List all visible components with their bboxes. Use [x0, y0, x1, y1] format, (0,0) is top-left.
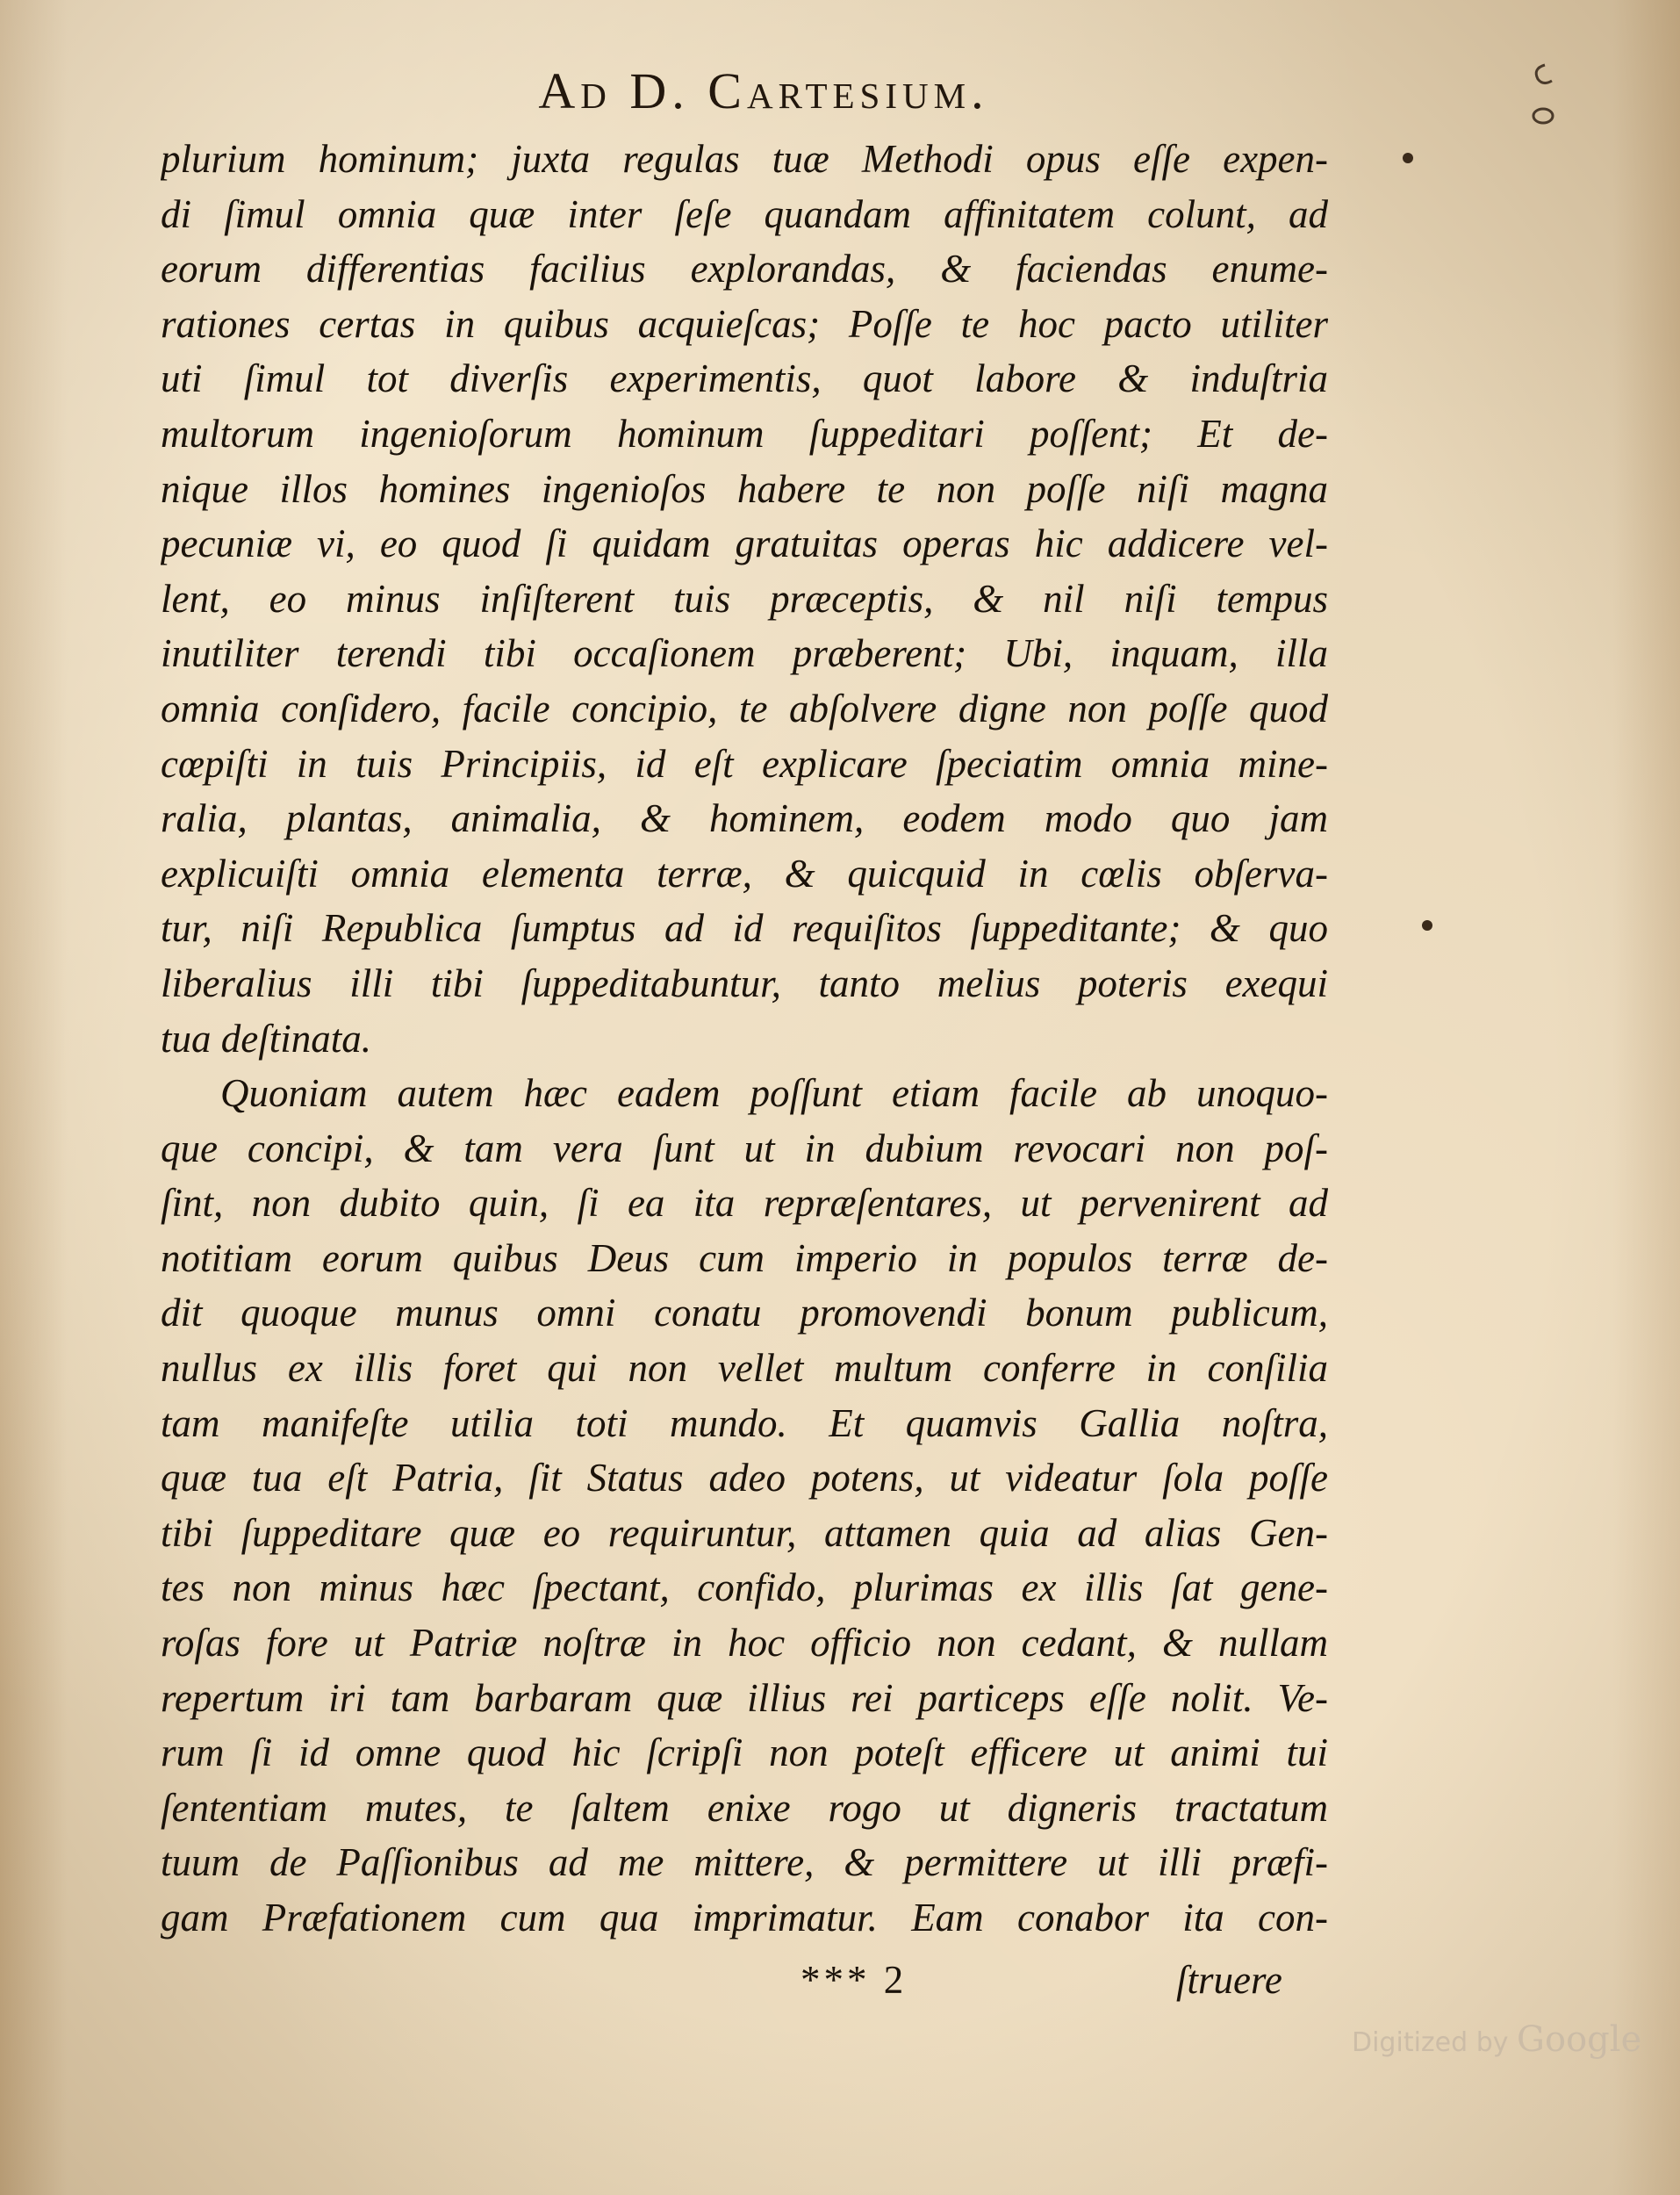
text-line: nullus ex illis foret qui non vellet multum conferre in conſilia	[161, 1346, 1328, 1391]
text-line: explicuiſti omnia elementa terræ, & quicquid in cœlis obſerva-	[161, 851, 1328, 896]
paragraph-end-line: tua deſtinata.	[161, 1016, 371, 1061]
text-line: tuum de Paſſionibus ad me mittere, & permittere ut illi præfi-	[161, 1840, 1328, 1885]
catchword: ſtruere	[1176, 1958, 1282, 2002]
running-head: Ad D. Cartesium.	[538, 62, 989, 119]
text-line: ſint, non dubito quin, ſi ea ita repræſentares, ut pervenirent ad	[161, 1181, 1328, 1226]
body-text	[161, 132, 1328, 1946]
text-line: eorum differentias facilius explorandas, & faciendas enume-	[161, 247, 1328, 291]
text-line: inutiliter terendi tibi occaſionem præberent; Ubi, inquam, illa	[161, 631, 1328, 676]
text-line: cœpiſti in tuis Principiis, id eſt explicare ſpeciatim omnia mine-	[161, 741, 1328, 786]
text-line: tibi ſuppeditare quæ eo requiruntur, attamen quia ad alias Gen-	[161, 1510, 1328, 1555]
text-line: ralia, plantas, animalia, & hominem, eodem modo quo jam	[161, 796, 1328, 841]
text-line: tam manifeſte utilia toti mundo. Et quamvis Gallia noſtra,	[161, 1400, 1328, 1445]
text-line: rum ſi id omne quod hic ſcripſi non poteſt efficere ut animi tui	[161, 1731, 1328, 1775]
signature-mark: *** 2	[801, 1958, 908, 2002]
text-line: quæ tua eſt Patria, ſit Status adeo potens, ut videatur ſola poſſe	[161, 1456, 1328, 1501]
text-line: liberalius illi tibi ſuppeditabuntur, tanto melius poteris exequi	[161, 961, 1328, 1005]
text-line: ſententiam mutes, te ſaltem enixe rogo ut digneris tractatum	[161, 1785, 1328, 1830]
watermark-brand: Google	[1517, 2019, 1642, 2060]
text-line: que concipi, & tam vera ſunt ut in dubium revocari non poſ-	[161, 1126, 1328, 1170]
paragraph-start-line: Quoniam autem hæc eadem poſſunt etiam facile ab unoquo-	[220, 1071, 1328, 1116]
text-line: lent, eo minus inſiſterent tuis præceptis, & nil niſi tempus	[161, 576, 1328, 621]
text-line: di ſimul omnia quæ inter ſeſe quandam affinitatem colunt, ad	[161, 191, 1328, 236]
text-line: omnia conſidero, facile concipio, te abſolvere digne non poſſe quod	[161, 686, 1328, 730]
text-line: nique illos homines ingenioſos habere te non poſſe niſi magna	[161, 466, 1328, 511]
text-line: gam Præfationem cum qua imprimatur. Eam conabor ita con-	[161, 1896, 1328, 1940]
text-line: dit quoque munus omni conatu promovendi bonum publicum,	[161, 1291, 1328, 1335]
text-line: uti ſimul tot diverſis experimentis, quot labore & induſtria	[161, 356, 1328, 401]
text-line: pecuniæ vi, eo quod ſi quidam gratuitas operas hic addicere vel-	[161, 522, 1328, 566]
margin-annotation-mark	[1526, 56, 1561, 135]
text-line: notitiam eorum quibus Deus cum imperio in populos terræ de-	[161, 1235, 1328, 1280]
text-line: tur, niſi Republica ſumptus ad id requiſitos ſuppeditante; & quo	[161, 906, 1328, 951]
text-line: tes non minus hæc ſpectant, confido, plurimas ex illis ſat gene-	[161, 1565, 1328, 1610]
text-line: roſas fore ut Patriæ noſtræ in hoc officio non cedant, & nullam	[161, 1621, 1328, 1666]
text-line: repertum iri tam barbaram quæ illius rei particeps eſſe nolit. Ve-	[161, 1675, 1328, 1720]
watermark-prefix: Digitized by	[1352, 2027, 1509, 2058]
text-line: multorum ingenioſorum hominum ſuppeditari poſſent; Et de-	[161, 411, 1328, 456]
text-line: rationes certas in quibus acquieſcas; Poſſe te hoc pacto utiliter	[161, 301, 1328, 346]
digitization-watermark	[1352, 2019, 1641, 2060]
text-line: plurium hominum; juxta regulas tuæ Methodi opus eſſe expen-	[161, 137, 1328, 181]
margin-dot-top	[1403, 153, 1413, 163]
margin-dot-middle	[1422, 920, 1432, 931]
